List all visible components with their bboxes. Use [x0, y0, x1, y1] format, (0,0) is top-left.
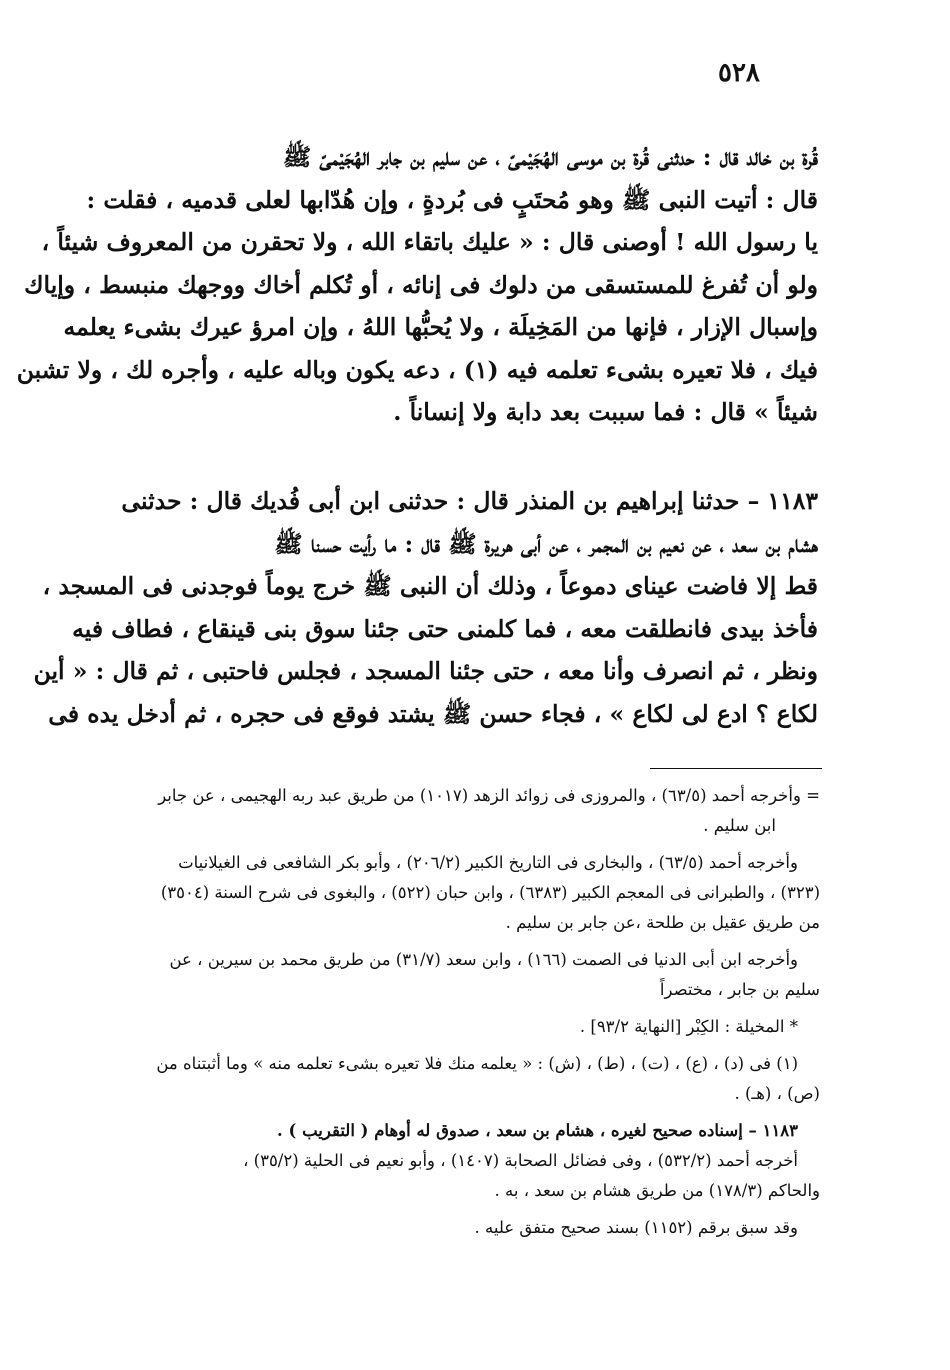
text-line: شيئاً » قال : فما سببت بعد دابة ولا إنساناً . [393, 398, 818, 426]
footnote-1: (١) فى (د) ، (ع) ، (ت) ، (ط) ، (ش) : « يعلمه منك فلا تعيره بشىء تعلمه منه » وما أثبتناه من [156, 1054, 798, 1073]
hadith-continuation [16, 136, 818, 434]
page-number: ٥٢٨ [718, 58, 760, 88]
footnote-line: سليم بن جابر ، مختصراً [659, 980, 820, 999]
text-line: فيك ، فلا تعيره بشىء تعلمه فيه (١) ، دعه يكون وباله عليه ، وأجره لك ، ولا تشبن [16, 355, 818, 384]
footnote-line: وأخرجه ابن أبى الدنيا فى الصمت (١٦٦) ، وابن سعد (٣١/٧) من طريق محمد بن سيرين ، عن [169, 950, 798, 969]
footnotes [78, 781, 820, 1243]
text-line: قال : أتيت النبى ﷺ وهو مُحتَبٍ فى بُردةٍ ، وإن هُدّابها لعلى قدميه ، فقلت : [86, 185, 818, 214]
footnote-line: والحاكم (١٧٨/٣) من طريق هشام بن سعد ، به . [494, 1181, 820, 1200]
footnote-line: وقد سبق برقم (١١٥٢) بسند صحيح متفق عليه . [474, 1218, 798, 1237]
footnote-line: أخرجه أحمد (٥٣٢/٢) ، وفى فضائل الصحابة (١٤٠٧) ، وأبو نعيم فى الحلية (٣٥/٢) ، [243, 1151, 798, 1170]
footnote-line: = وأخرجه أحمد (٦٣/٥) ، والمروزى فى زوائد الزهد (١٠١٧) من طريق عبد ربه الهجيمى ، عن جابر [158, 786, 820, 805]
text-line: ونظر ، ثم انصرف وأنا معه ، حتى جئنا المسجد ، فجلس فاحتبى ، ثم قال : « أين [33, 657, 818, 685]
takhrij-heading: ١١٨٣ – إسناده صحيح لغيره ، هشام بن سعد ، صدوق له أوهام ( التقريب ) . [277, 1121, 798, 1140]
footnote-line: من طريق عقيل بن طلحة ،عن جابر بن سليم . [505, 913, 820, 932]
text-line: ١١٨٣ – حدثنا إبراهيم بن المنذر قال : حدثنى ابن أبى فُديك قال : حدثنى [121, 487, 818, 515]
text-line: ولو أن تُفرغ للمستسقى من دلوك فى إنائه ، أو تُكلم أخاك ووجهك منبسط ، وإياك [24, 270, 818, 299]
text-line: يا رسول الله ! أوصنى قال : « عليك باتقاء الله ، ولا تحقرن من المعروف شيئاً ، [41, 228, 818, 256]
text-line: قُرة بن خالد قال : حدثنى قُرة بن موسى الهُجَيْمىّ ، عن سليم بن جابر الهُجَيْمىّ ﷺ [282, 143, 818, 171]
footnote-divider [650, 768, 822, 769]
text-line: هشام بن سعد ، عن نعيم بن المجمر ، عن أبى هريرة ﷺ قال : ما رأيت حسنا ﷺ [274, 529, 818, 558]
text-line: لكاع ؟ ادع لى لكاع » ، فجاء حسن ﷺ يشتد فوقع فى حجره ، ثم أدخل يده فى [48, 699, 818, 728]
footnote-line: وأخرجه أحمد (٦٣/٥) ، والبخارى فى التاريخ الكبير (٢٠٦/٢) ، وأبو بكر الشافعى فى الغيلانيات [178, 853, 798, 872]
footnote-gloss: * المخيلة : الكِبْر [النهاية ٩٣/٢] . [579, 1017, 798, 1036]
text-line: وإسبال الإزار ، فإنها من المَخِيلَة ، ولا يُحبُّها اللهُ ، وإن امرؤ عيرك بشىء يعلمه [63, 313, 818, 341]
text-line: قط إلا فاضت عيناى دموعاً ، وذلك أن النبى ﷺ خرج يوماً فوجدنى فى المسجد ، [42, 572, 818, 600]
text-line: فأخذ بيدى فانطلقت معه ، فما كلمنى حتى جئنا سوق بنى قينقاع ، فطاف فيه [72, 614, 818, 643]
footnote-line: (٣٢٣) ، والطبرانى فى المعجم الكبير (٦٣٨٣) ، وابن حبان (٥٢٢) ، والبغوى فى شرح السنة (٣٥٠٤) [160, 883, 820, 902]
footnote-line: ابن سليم . [703, 816, 776, 835]
footnote-line: (ص) ، (هـ) . [734, 1084, 820, 1103]
hadith-1183 [33, 480, 818, 735]
